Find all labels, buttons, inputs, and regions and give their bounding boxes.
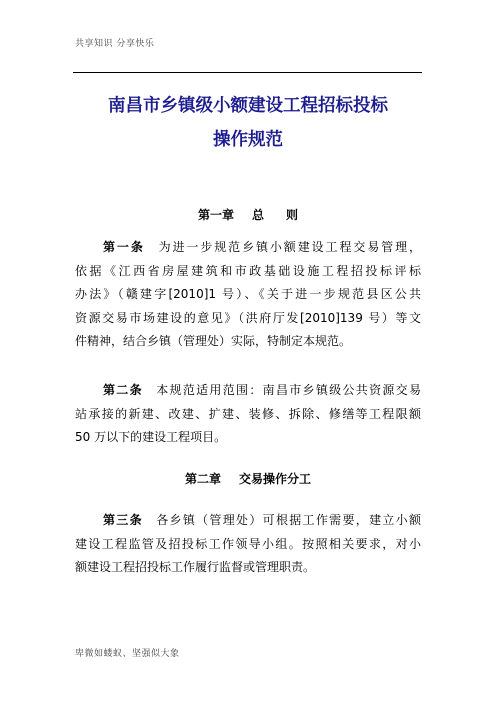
article-2 xyxy=(75,379,421,450)
chapter-1-name-part-2: 则 xyxy=(286,208,299,222)
article-3-line-1 xyxy=(75,509,421,533)
article-1 xyxy=(75,236,421,354)
page-footer: 卑微如蝼蚁、坚强似大象 xyxy=(75,649,180,659)
article-2-line-2: 站承接的新建、改建、扩建、装修、拆除、修缮等工程限额 xyxy=(75,406,421,421)
article-1-label: 第一条 xyxy=(103,240,145,254)
chapter-2-name: 交易操作分工 xyxy=(239,472,312,486)
article-1-line-4: 资源交易市场建设的意见》（洪府厅发[2010]139 号）等文 xyxy=(75,310,421,325)
chapter-1-number: 第一章 xyxy=(197,208,234,222)
article-3-line-3: 额建设工程招投标工作履行监督或管理职责。 xyxy=(75,560,316,574)
article-1-line-2: 依据《江西省房屋建筑和市政基础设施工程招投标评标 xyxy=(75,263,421,278)
article-3 xyxy=(75,509,421,580)
article-1-line-5: 件精神，结合乡镇（管理处）实际，特制定本规范。 xyxy=(75,334,352,348)
document-title-line-2: 操作规范 xyxy=(213,130,283,150)
header-divider xyxy=(73,72,422,73)
article-3-label: 第三条 xyxy=(103,513,143,527)
article-1-line-3: 办法》（赣建字[2010]1 号）、《关于进一步规范县区公共 xyxy=(75,287,421,301)
chapter-1-heading xyxy=(0,206,496,223)
page-header: 共享知识 分享快乐 xyxy=(75,39,155,49)
article-1-text-1: 为进一步规范乡镇小额建设工程交易管理， xyxy=(156,240,421,254)
article-1-line-1 xyxy=(75,236,421,260)
article-2-label: 第二条 xyxy=(103,383,143,397)
document-title-line-1: 南昌市乡镇级小额建设工程招标投标 xyxy=(108,96,388,116)
chapter-2-number: 第二章 xyxy=(184,472,221,486)
chapter-1-name-part-1: 总 xyxy=(251,208,264,222)
article-2-text-1: 本规范适用范围：南昌市乡镇级公共资源交易 xyxy=(154,383,421,397)
chapter-2-heading xyxy=(0,470,496,487)
article-2-line-3: 50 万以下的建设工程项目。 xyxy=(75,430,227,444)
article-2-line-1 xyxy=(75,379,421,403)
article-3-text-1: 各乡镇（管理处）可根据工作需要，建立小额 xyxy=(154,513,421,527)
article-3-line-2: 建设工程监管及招投标工作领导小组。按照相关要求，对小 xyxy=(75,536,421,551)
